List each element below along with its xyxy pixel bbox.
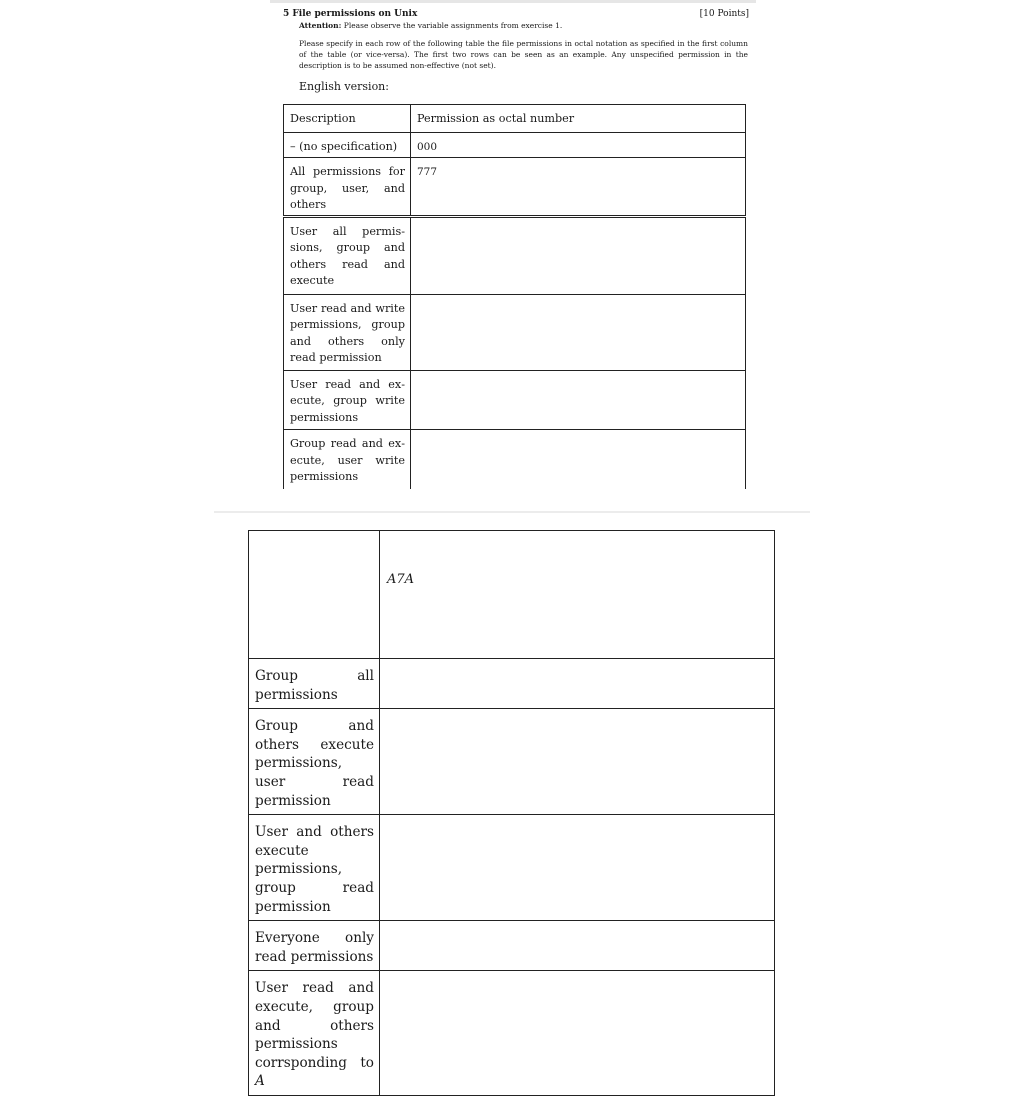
row-octal: 777 bbox=[411, 158, 746, 217]
row-description: User read and write permissions, group and others only read permission bbox=[284, 294, 411, 370]
header-octal: Permission as octal number bbox=[411, 105, 746, 133]
row-description bbox=[249, 531, 380, 659]
row-description bbox=[249, 971, 380, 1096]
table-row bbox=[284, 430, 746, 489]
row-octal: 000 bbox=[411, 132, 746, 158]
row-description: – (no specification) bbox=[284, 132, 411, 158]
row-description: Group and others execute permissions, user read permission bbox=[249, 709, 380, 815]
row-description[interactable]: User all permissions, group and others read and execute bbox=[284, 216, 411, 294]
table-row bbox=[284, 294, 746, 370]
attention-text: Please observe the variable assignments from exercise 1. bbox=[341, 21, 563, 30]
answer-cell[interactable] bbox=[380, 921, 775, 971]
exercise-header bbox=[283, 8, 749, 20]
row-octal bbox=[380, 531, 775, 659]
attention-label: Attention: bbox=[299, 21, 342, 30]
attention-note bbox=[299, 21, 562, 31]
answer-cell[interactable] bbox=[411, 370, 746, 430]
permissions-table-bottom bbox=[248, 530, 775, 1096]
row-description: Group all permissions bbox=[249, 659, 380, 709]
page-divider bbox=[214, 511, 810, 513]
exercise-points: [10 Points] bbox=[699, 9, 749, 19]
instructions-paragraph: Please specify in each row of the following table the file permissions in octal notation as specified in the first column of the table (or vice-versa). The first two rows can be seen as an example. Any unspecified permission in the description is to be assumed non-effective (not set). bbox=[299, 39, 748, 70]
row-description: User and others execute permissions, group read permission bbox=[249, 815, 380, 921]
answer-cell[interactable] bbox=[411, 294, 746, 370]
header-description: Description bbox=[284, 105, 411, 133]
version-label: English version: bbox=[299, 80, 389, 93]
permissions-table-top bbox=[283, 104, 746, 489]
answer-cell[interactable] bbox=[380, 815, 775, 921]
table-row bbox=[249, 971, 775, 1096]
top-border-line bbox=[270, 0, 756, 3]
row-description: Group read and execute, user write permissions bbox=[284, 430, 411, 489]
given-octal-value: A7A bbox=[387, 572, 415, 587]
table-row bbox=[249, 815, 775, 921]
table-row bbox=[284, 216, 746, 294]
variable-symbol: A bbox=[255, 1073, 265, 1090]
row-description: Everyone only read permissions bbox=[249, 921, 380, 971]
table-row bbox=[284, 158, 746, 217]
row-description: User read and execute, group write permissions bbox=[284, 370, 411, 430]
table-header-row bbox=[284, 105, 746, 133]
table-row bbox=[249, 659, 775, 709]
answer-cell[interactable] bbox=[380, 971, 775, 1096]
answer-cell[interactable] bbox=[380, 659, 775, 709]
row-description: All permissions for group, user, and others bbox=[284, 158, 411, 217]
table-row bbox=[249, 921, 775, 971]
answer-cell[interactable] bbox=[411, 430, 746, 489]
exercise-title: 5 File permissions on Unix bbox=[283, 9, 418, 19]
answer-cell[interactable] bbox=[380, 709, 775, 815]
table-row bbox=[249, 709, 775, 815]
table-row bbox=[249, 531, 775, 659]
table-row bbox=[284, 132, 746, 158]
row-description-text: User read and execute, group and others permissions corrsponding to bbox=[255, 980, 374, 1071]
answer-cell[interactable] bbox=[411, 216, 746, 294]
table-row bbox=[284, 370, 746, 430]
